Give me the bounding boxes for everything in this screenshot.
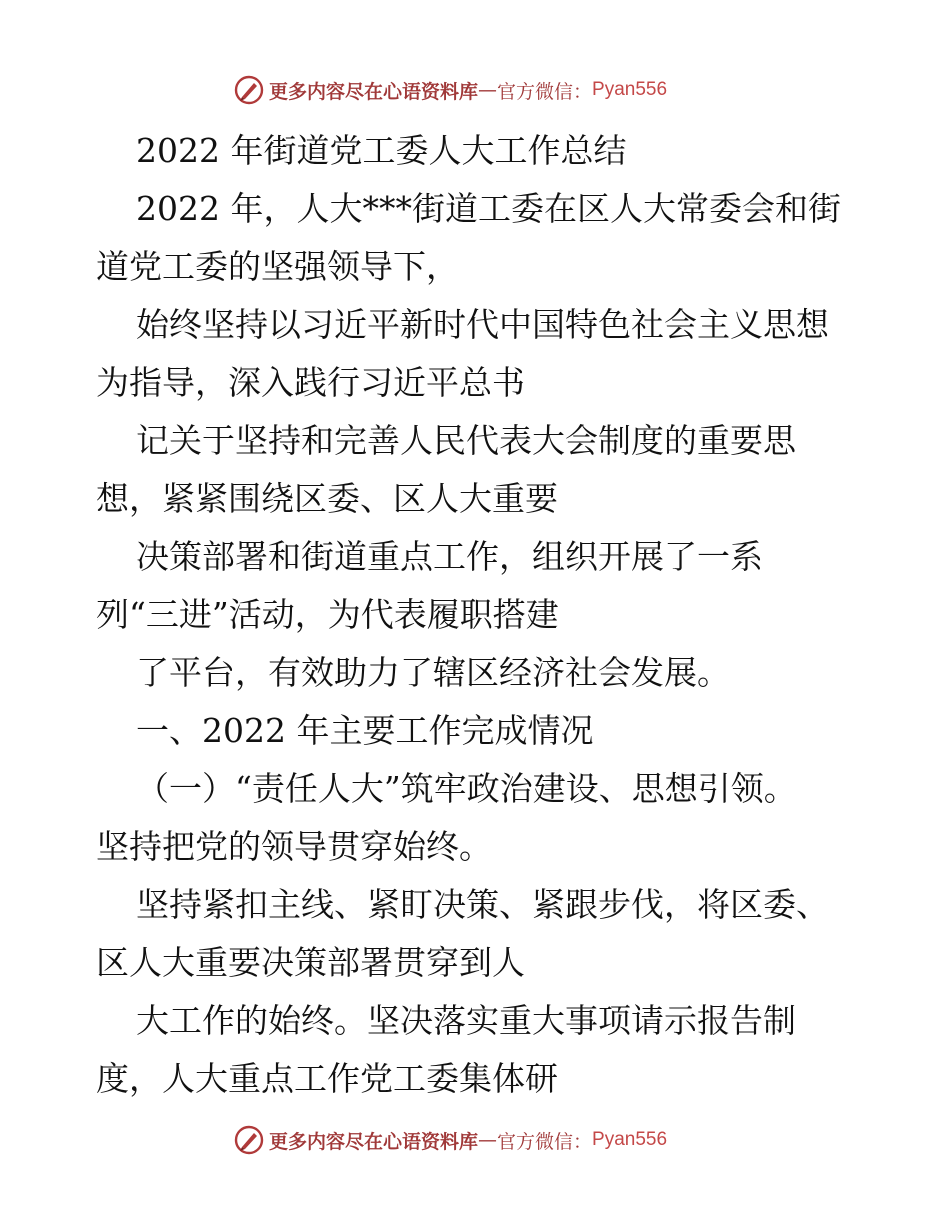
watermark-slogan: 更多内容尽在心语资料库 — [269, 80, 479, 103]
watermark-separator: — — [478, 1129, 498, 1151]
text-line: 想，紧紧围绕区委、区人大重要 — [96, 479, 558, 518]
document-body — [96, 122, 876, 1108]
text-line: 度，人大重点工作党工委集体研 — [96, 1059, 558, 1098]
watermark-slogan: 更多内容尽在心语资料库 — [269, 1130, 479, 1153]
text-line: 记关于坚持和完善人民代表大会制度的重要思 — [136, 421, 796, 460]
text-line: 2022 年，人大***街道工委在区人大常委会和街 — [136, 189, 841, 228]
text-line: 决策部署和街道重点工作，组织开展了一系 — [136, 537, 763, 576]
text-line: 了平台，有效助力了辖区经济社会发展。 — [136, 653, 730, 692]
watermark-separator: — — [478, 79, 498, 101]
pen-logo-icon — [233, 74, 265, 106]
text-line: 大工作的始终。坚决落实重大事项请示报告制 — [136, 1001, 796, 1040]
subsection-heading: （一）“责任人大”筑牢政治建设、思想引领。 — [136, 769, 797, 808]
watermark-wechat-id: Pyan556 — [592, 1129, 668, 1150]
text-line: 道党工委的坚强领导下， — [96, 247, 459, 286]
watermark-wechat-label: 官方微信： — [497, 80, 593, 103]
text-line: 为指导，深入践行习近平总书 — [96, 363, 525, 402]
text-line: 坚持把党的领导贯穿始终。 — [96, 827, 492, 866]
pen-logo-icon — [233, 1124, 265, 1156]
text-line: 区人大重要决策部署贯穿到人 — [96, 943, 525, 982]
text-line: 列“三进”活动，为代表履职搭建 — [96, 595, 559, 634]
footer-watermark — [233, 1124, 753, 1156]
text-line: 坚持紧扣主线、紧盯决策、紧跟步伐，将区委、 — [136, 885, 829, 924]
text-line: 始终坚持以习近平新时代中国特色社会主义思想 — [136, 305, 829, 344]
document-title: 2022 年街道党工委人大工作总结 — [136, 131, 627, 170]
watermark-wechat-label: 官方微信： — [497, 1130, 593, 1153]
header-watermark — [233, 74, 753, 106]
section-heading: 一、2022 年主要工作完成情况 — [136, 711, 594, 750]
watermark-wechat-id: Pyan556 — [592, 79, 668, 100]
